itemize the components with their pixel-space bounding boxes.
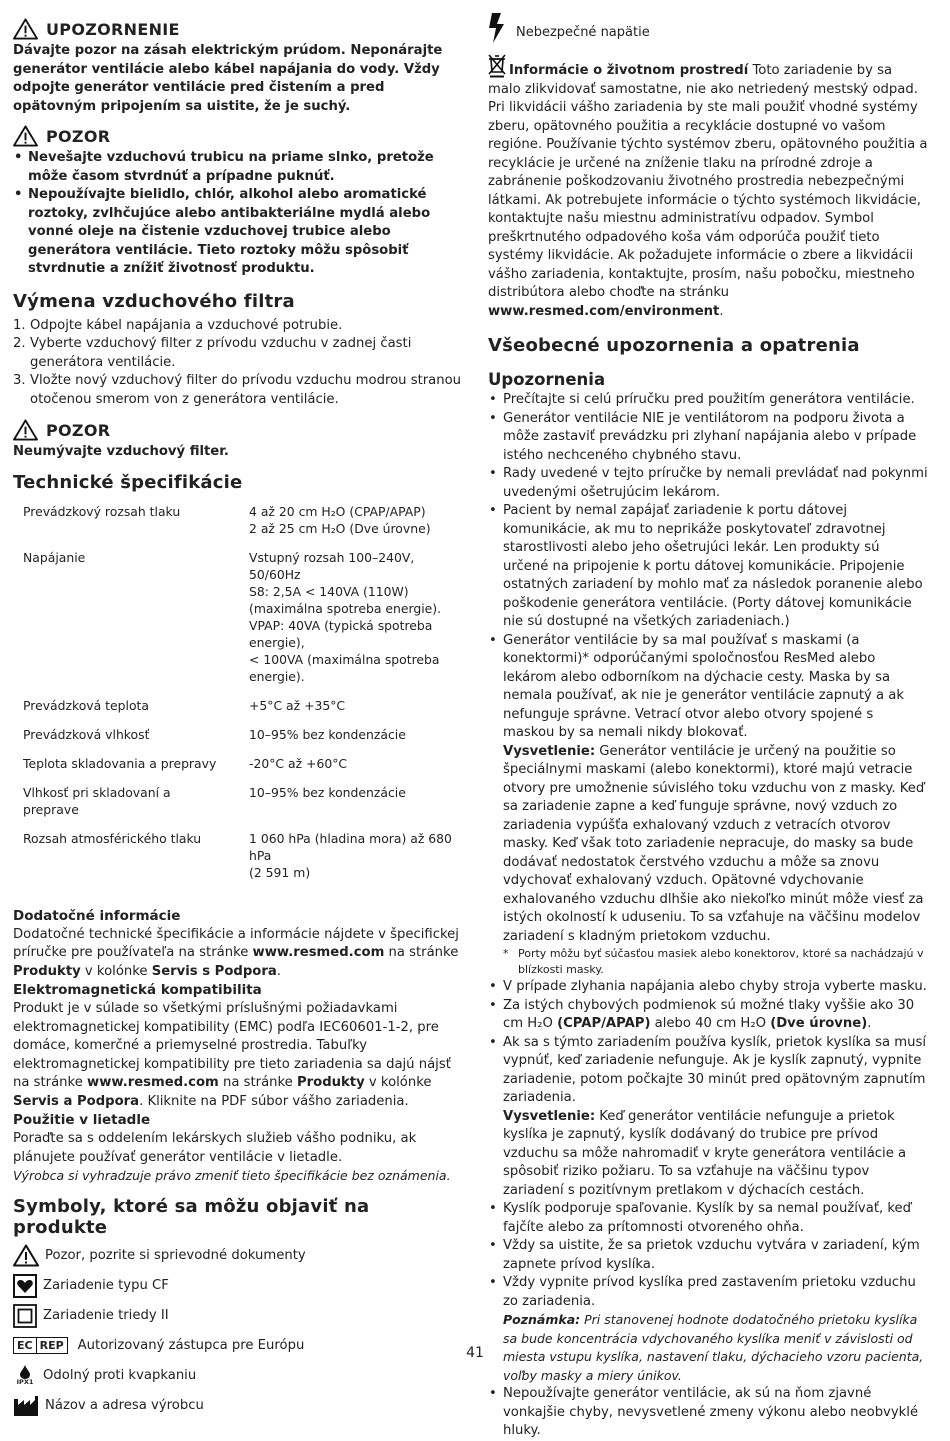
warning-triangle-icon bbox=[13, 419, 38, 441]
list-item: 2. Vyberte vzduchový filter z prívodu vzduchu v zadnej časti generátora ventilácie. bbox=[13, 336, 412, 370]
aircraft-text: Poraďte sa s oddelením lekárskych služieb vášho podniku, ak plánujete používať generátor ventilácie v lietadle. bbox=[13, 1131, 417, 1165]
lightning-bolt-icon bbox=[488, 13, 506, 43]
symbols-heading: Symboly, ktoré sa môžu objaviť na produkte bbox=[13, 1195, 370, 1238]
table-row: Vlhkosť pri skladovaní a preprave 10–95% bez kondenzácie bbox=[23, 784, 406, 817]
footnote: * Porty môžu byť súčasťou masiek alebo konektorov, ktoré sa nachádzajú v blízkosti masky. bbox=[503, 947, 924, 976]
list-item: • Pacient by nemal zapájať zariadenie k portu dátovej komunikácie, ak mu to neprikáže poskytovateľ zdravotnej starostlivosti alebo jeho ošetrujúci lekár. Len produkty sú určené na pripojenie k portu dátovej komunikácie. Pripojenie ostatných zariadení by mohlo mať za následok poranenie alebo poškodenie generátora ventilácie. (Porty dátovej komunikácie nie sú dostupné na všetkých zariadeniach.) bbox=[488, 502, 928, 632]
page-number: 41 bbox=[466, 1345, 484, 1361]
table-row: Teplota skladovania a prepravy -20°C až +60°C bbox=[23, 755, 348, 771]
additional-text: Dodatočné technické špecifikácie a informácie nájdete v špecifickej príručke pre používateľa na stránke www.resmed.com na stránke Produkty v kolónke Servis s Podpora. bbox=[13, 926, 459, 979]
ec-rep-icon: EC REP bbox=[13, 1337, 68, 1354]
caution-text: Neumývajte vzduchový filter. bbox=[13, 444, 229, 459]
emc-heading: Elektromagnetická kompatibilita bbox=[13, 982, 262, 998]
class-ii-square-icon bbox=[13, 1304, 37, 1328]
list-item: • Nepoužívajte bielidlo, chlór, alkohol alebo aromatické roztoky, zvlhčujúce alebo antibakteriálne mydlá alebo vonné oleje na čistenie vzduchovej trubice alebo generátora ventilácie. Tieto roztoky môžu spôsobiť stvrdnutie a znížiť životnosť produktu. bbox=[13, 186, 463, 279]
caution-list bbox=[13, 149, 463, 279]
warning-heading bbox=[13, 18, 463, 40]
caution-title: POZOR bbox=[46, 420, 111, 440]
right-column bbox=[488, 10, 928, 1441]
environment-text: Informácie o životnom prostredí Toto zariadenie by sa malo zlikvidovať samostatne, nie ako netriedený mestský odpad. Pri likvidácii vášho zariadenia by ste mali použiť vhodné systémy zberu, opätovného použitia a recyklácie dostupné vo vašom regióne. Používanie týchto systémov zberu, opätovného použitia a recyklácie je určené na zníženie tlaku na prírodné zdroje a zabránenie poškodzovaniu životného prostredia nebezpečnými látkami. Ak potrebujete informácie o týchto systémoch likvidácie, kontaktujte našu miestnu administratívu odpadov. Symbol preškrtnutého odpadového koša vám odporúča použiť tieto systémy likvidácie. Ak požadujete informácie o zbere a likvidácii vášho zariadenia, kontaktujte, prosím, našu pobočku, miestneho distribútora alebo choďte na stránku www.resmed.com/environment. bbox=[488, 54, 928, 321]
list-item: • Ak sa s týmto zariadením používa kyslík, prietok kyslíka sa musí vypnúť, keď zariadenie nefunguje. Ak je kyslík zapnutý, vypnite zariadenie, potom počkajte 30 minút pred opätovným zapnutím zariadenia. Vysvetlenie: Keď generátor ventilácie nefunguje a prietok kyslíka je zapnutý, kyslík dodávaný do trubice pre prívod vzduchu sa môže nahromadiť v kryte generátora ventilácie a spôsobiť riziko požiaru. To sa vzťahuje na väčšinu typov zariadení s pozitívnym pretlakom v dýchacích cestách. bbox=[488, 1034, 928, 1201]
specs-table bbox=[13, 503, 463, 893]
caution-heading bbox=[13, 125, 463, 147]
resmed-link[interactable]: www.resmed.com bbox=[87, 1075, 219, 1090]
general-subheading: Upozornenia bbox=[488, 370, 606, 389]
symbol-item: Pozor, pozrite si sprievodné dokumenty bbox=[13, 1244, 463, 1268]
filter-steps bbox=[13, 317, 463, 410]
warnings-list bbox=[488, 391, 928, 1441]
explanation-note: Vysvetlenie: Generátor ventilácie je určený na použitie so špeciálnymi maskami (alebo konektormi), ktoré majú vetracie otvory pre umožnenie súvislého toku vzduchu von z masky. Keď sa zariadenie zapne a keď funguje správne, nový vzduch zo zariadenia vypúšťa exhalovaný vzduch z vetracích otvorov masky. Keď však toto zariadenie nepracuje, do masky sa bude dodávať nedostatok čerstvého vzduchu a môže sa znovu vdychovať exhalovaný vzduch. Opätovné vdychovanie exhalovaného vzduchu dlhšie ako niekoľko minút môže viesť za istých okolností k uduseniu. To sa vzťahuje na väčšinu modelov zariadení s kladným prietokom vzduchu. bbox=[503, 743, 925, 944]
symbol-item: IPX1 Odolný proti kvapkaniu bbox=[13, 1364, 463, 1388]
list-item: • Nepoužívajte generátor ventilácie, ak sú na ňom zjavné vonkajšie chyby, nevysvetlené zmeny výkonu alebo neobvyklé hluky. bbox=[488, 1385, 928, 1441]
note: Poznámka: Pri stanovenej hodnote dodatočného prietoku kyslíka sa bude koncentrácia vdychovaného kyslíka meniť v závislosti od miesta vstupu kyslíka, nastavení tlaku, dýchacieho vzoru pacienta, voľby masky a miery únikov. bbox=[503, 1312, 924, 1383]
warning-text: Dávajte pozor na zásah elektrickým prúdom. Neponárajte generátor ventilácie alebo kábel napájania do vody. Vždy odpojte generátor ventilácie pred čistením a pred opätovným pripojením sa uistite, že je suchý. bbox=[13, 43, 443, 114]
list-item: • Prečítajte si celú príručku pred použitím generátora ventilácie. bbox=[488, 391, 928, 410]
symbol-item: Názov a adresa výrobcu bbox=[13, 1394, 463, 1418]
list-item: • Nevešajte vzduchovú trubicu na priame slnko, pretože môže časom stvrdnúť a prípadne puknúť. bbox=[13, 149, 463, 186]
symbols-list bbox=[13, 1244, 463, 1418]
warning-title: UPOZORNENIE bbox=[46, 19, 180, 39]
environment-link[interactable]: www.resmed.com/environment bbox=[488, 303, 720, 319]
warning-triangle-icon bbox=[13, 1244, 39, 1267]
list-item: • Za istých chybových podmienok sú možné tlaky vyššie ako 30 cm H₂O (CPAP/APAP) alebo 40 cm H₂O (Dve úrovne). bbox=[488, 997, 928, 1034]
symbol-item: Zariadenie typu CF bbox=[13, 1274, 463, 1298]
caution-heading bbox=[13, 419, 463, 441]
warning-triangle-icon bbox=[13, 18, 38, 40]
list-item: • Generátor ventilácie NIE je ventilátorom na podporu života a môže zastaviť prevádzku pri zlyhaní napájania alebo v prípade istého nechceného chybného stavu. bbox=[488, 410, 928, 466]
symbol-item: Zariadenie triedy II bbox=[13, 1304, 463, 1328]
explanation-note: Vysvetlenie: Keď generátor ventilácie nefunguje a prietok kyslíka je zapnutý, kyslík dodávaný do trubice pre prívod vzduchu sa môže nahromadiť v kryte generátora ventilácie a spôsobiť riziko požiaru. To sa vzťahuje na väčšinu typov zariadení s pozitívnym pretlakom v dýchacích cestách. bbox=[503, 1108, 907, 1198]
caution-title: POZOR bbox=[46, 126, 111, 146]
table-row: Prevádzková vlhkosť 10–95% bez kondenzácie bbox=[23, 726, 406, 742]
list-item: • Generátor ventilácie by sa mal používať s maskami (a konektormi)* odporúčanými spoločnosťou ResMed alebo lekárom alebo odborníkom na dýchacie cesty. Maska by sa nemala používať, ak nie je generátor ventilácie zapnutý a ak nefunguje správne. Vetrací otvor alebo otvory spojené s maskou by sa nemali nikdy blokovať. Vysvetlenie: Generátor ventilácie je určený na použitie so špeciálnymi maskami (alebo konektormi), ktoré majú vetracie otvory pre umožnenie súvislého toku vzduchu von z masky. Keď sa zariadenie zapne a keď funguje správne, nový vzduch zo zariadenia vypúšťa exhalovaný vzduch z vetracích otvorov masky. Keď však toto zariadenie nepracuje, do masky sa bude dodávať nedostatok čerstvého vzduchu a môže sa znovu vdychovať exhalovaný vzduch. Opätovné vdychovanie exhalovaného vzduchu dlhšie ako niekoľko minút môže viesť za istých okolností k uduseniu. To sa vzťahuje na väčšinu modelov zariadení s kladným prietokom vzduchu. * Porty môžu byť súčasťou masiek alebo konektorov, ktoré sa nachádzajú v blízkosti masky. bbox=[488, 632, 928, 979]
list-item: • Vždy sa uistite, že sa prietok vzduchu vytvára v zariadení, kým zapnete prívod kyslíka. bbox=[488, 1237, 928, 1274]
table-row: Rozsah atmosférického tlaku 1 060 hPa (hladina mora) až 680 hPa (2 591 m) bbox=[23, 830, 452, 880]
warning-triangle-icon bbox=[13, 125, 38, 147]
table-row: Prevádzková teplota +5°C až +35°C bbox=[23, 697, 346, 713]
aircraft-heading: Použitie v lietadle bbox=[13, 1112, 151, 1128]
list-item: 1. Odpojte kábel napájania a vzduchové potrubie. bbox=[13, 317, 343, 333]
voltage-row: Nebezpečné napätie bbox=[488, 10, 928, 46]
emc-text: Produkt je v súlade so všetkými príslušnými požiadavkami elektromagnetickej kompatibility (EMC) podľa IEC60601-1-2, pre domáce, komerčné a priemyselné prostredia. Tabuľky elektromagnetickej kompatibility pre tieto zariadenia sa dajú nájsť na stránke www.resmed.com na stránke Produkty v kolónke Servis a Podpora. Kliknite na PDF súbor vášho zariadenia. bbox=[13, 1001, 451, 1109]
list-item: 3. Vložte nový vzduchový filter do prívodu vzduchu modrou stranou otočenou smerom von z generátora ventilácie. bbox=[13, 373, 462, 407]
table-row: Napájanie Vstupný rozsah 100–240V, 50/60Hz S8: 2,5A < 140VA (110W) (maximálna spotreba energie). VPAP: 40VA (typická spotreba energie), < 100VA (maximálna spotreba energie). bbox=[23, 549, 442, 684]
general-heading: Všeobecné upozornenia a opatrenia bbox=[488, 335, 860, 356]
additional-heading: Dodatočné informácie bbox=[13, 907, 181, 924]
type-cf-heart-icon bbox=[13, 1274, 37, 1298]
list-item: • Kyslík podporuje spaľovanie. Kyslík by sa nemal používať, keď fajčíte alebo za prítomnosti otvoreného ohňa. bbox=[488, 1200, 928, 1237]
disclaimer-text: Výrobca si vyhradzuje právo zmeniť tieto špecifikácie bez oznámenia. bbox=[13, 1168, 451, 1183]
specs-heading: Technické špecifikácie bbox=[13, 471, 243, 493]
list-item: • Rady uvedené v tejto príručke by nemali prevládať nad pokynmi uvedenými ošetrujúcim lekárom. bbox=[488, 465, 928, 502]
list-item: • Vždy vypnite prívod kyslíka pred zastavením prietoku vzduchu zo zariadenia. Poznámka: Pri stanovenej hodnote dodatočného prietoku kyslíka sa bude koncentrácia vdychovaného kyslíka meniť v závislosti od miesta vstupu kyslíka, nastavení tlaku, dýchacieho vzoru pacienta, voľby masky a miery únikov. bbox=[488, 1274, 928, 1385]
resmed-link[interactable]: www.resmed.com bbox=[252, 945, 385, 960]
table-row: Prevádzkový rozsah tlaku 4 až 20 cm H₂O (CPAP/APAP) 2 až 25 cm H₂O (Dve úrovne) bbox=[23, 503, 431, 536]
crossed-bin-icon bbox=[488, 54, 506, 78]
symbol-item: EC REP Autorizovaný zástupca pre Európu bbox=[13, 1334, 463, 1358]
ipx1-drip-icon bbox=[19, 1365, 31, 1379]
list-item: • V prípade zlyhania napájania alebo chyby stroja vyberte masku. bbox=[488, 978, 928, 997]
filter-heading: Výmena vzduchového filtra bbox=[13, 290, 295, 312]
left-column bbox=[13, 10, 463, 1424]
manufacturer-icon bbox=[13, 1395, 39, 1417]
